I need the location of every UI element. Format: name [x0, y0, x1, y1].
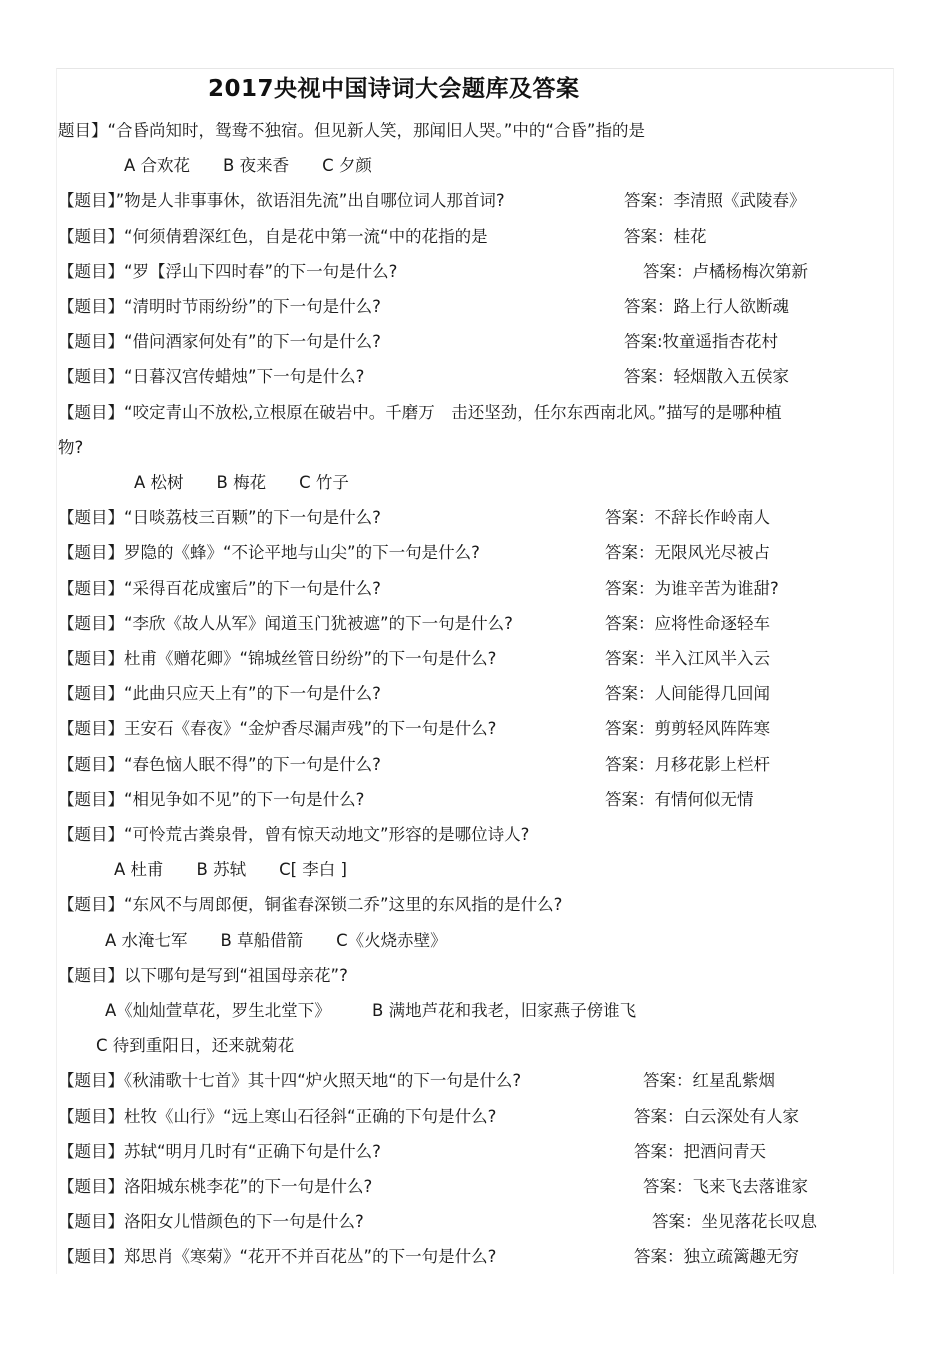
answer-text: 答案：飞来飞去落谁家: [643, 1177, 808, 1196]
answer-text: 答案：白云深处有人家: [634, 1107, 799, 1126]
answer-text: 答案：有情何似无情: [605, 790, 754, 809]
page-frame: [56, 68, 894, 1274]
question-line: 【题目】“李欣《故人从军》闻道玉门犹被遮”的下一句是什么?: [58, 614, 513, 633]
answer-text: 答案：半入江风半入云: [605, 649, 770, 668]
question-line: 【题目】“相见争如不见”的下一句是什么?: [58, 790, 365, 809]
question-line: 【题目】杜甫《赠花卿》“锦城丝管日纷纷”的下一句是什么?: [58, 649, 497, 668]
answer-options: A 松树 B 梅花 C 竹子: [134, 473, 349, 492]
answer-options: C 待到重阳日，还来就菊花: [96, 1036, 295, 1055]
answer-text: 答案：为谁辛苦为谁甜?: [605, 579, 779, 598]
answer-text: 答案：坐见落花长叹息: [652, 1212, 817, 1231]
question-line: 【题目】郑思肖《寒菊》“花开不并百花丛”的下一句是什么?: [58, 1247, 497, 1266]
question-line-continued: 物?: [58, 438, 84, 457]
question-line: 【题目】“采得百花成蜜后”的下一句是什么?: [58, 579, 381, 598]
question-line: 【题目】罗隐的《蜂》“不论平地与山尖”的下一句是什么?: [58, 543, 480, 562]
answer-options: A 合欢花 B 夜来香 C 夕颜: [124, 156, 372, 175]
question-line: 【题目】苏轼“明月几时有“正确下句是什么?: [58, 1142, 381, 1161]
question-line: 【题目】洛阳女儿惜颜色的下一句是什么?: [58, 1212, 364, 1231]
question-line: 【题目】“何须倩碧深红色，自是花中第一流“中的花指的是: [58, 227, 488, 246]
question-line: 【题目】《秋浦歌十七首》其十四“炉火照天地“的下一句是什么?: [58, 1071, 522, 1090]
question-line: 【题目】“借问酒家何处有”的下一句是什么?: [58, 332, 381, 351]
answer-text: 答案：独立疏篱趣无穷: [634, 1247, 799, 1266]
answer-text: 答案：月移花影上栏杆: [605, 755, 770, 774]
answer-text: 答案：应将性命逐轻车: [605, 614, 770, 633]
question-line: 【题目】”物是人非事事休，欲语泪先流”出自哪位词人那首词?: [58, 191, 505, 210]
question-line: 【题目】王安石《春夜》“金炉香尽漏声残”的下一句是什么?: [58, 719, 497, 738]
answer-text: 答案：路上行人欲断魂: [624, 297, 789, 316]
question-line: 【题目】以下哪句是写到“祖国母亲花”?: [58, 966, 348, 985]
question-line: 【题目】“可怜荒古粪泉骨，曾有惊天动地文”形容的是哪位诗人?: [58, 825, 530, 844]
answer-text: 答案：把酒问青天: [634, 1142, 766, 1161]
question-line: 【题目】“日暮汉宫传蜡烛”下一句是什么?: [58, 367, 365, 386]
answer-text: 答案：无限风光尽被占: [605, 543, 770, 562]
answer-text: 答案：李清照《武陵春》: [624, 191, 806, 210]
answer-text: 答案：不辞长作岭南人: [605, 508, 770, 527]
question-line: 【题目】“东风不与周郎便，铜雀春深锁二乔”这里的东风指的是什么?: [58, 895, 563, 914]
answer-options: A 水淹七军 B 草船借箭 C《火烧赤壁》: [105, 931, 447, 950]
answer-text: 答案：红星乱紫烟: [643, 1071, 775, 1090]
question-line: 【题目】“咬定青山不放松,立根原在破岩中。千磨万 击还坚劲，任尔东西南北风。”描写的是哪种植: [58, 403, 782, 422]
question-line: 【题目】杜牧《山行》“远上寒山石径斜“正确的下句是什么?: [58, 1107, 497, 1126]
answer-options: A《灿灿萱草花，罗生北堂下》 B 满地芦花和我老，旧家燕子傍谁飞: [105, 1001, 637, 1020]
answer-options: A 杜甫 B 苏轼 C[ 李白 ]: [114, 860, 347, 879]
question-line: 【题目】“清明时节雨纷纷”的下一句是什么?: [58, 297, 381, 316]
answer-text: 答案：剪剪轻风阵阵寒: [605, 719, 770, 738]
question-line: 【题目】“春色恼人眠不得”的下一句是什么?: [58, 755, 381, 774]
document-title: 2017央视中国诗词大会题库及答案: [208, 76, 580, 102]
answer-text: 答案：轻烟散入五侯家: [624, 367, 789, 386]
answer-text: 答案:牧童遥指杏花村: [624, 332, 779, 351]
question-line: 【题目】“此曲只应天上有”的下一句是什么?: [58, 684, 381, 703]
question-line: 【题目】“罗【浮山下四时春”的下一句是什么?: [58, 262, 398, 281]
question-line: 【题目】“日啖荔枝三百颗”的下一句是什么?: [58, 508, 381, 527]
question-line: 题目】“合昏尚知时，鸳鸯不独宿。但见新人笑，那闻旧人哭。”中的“合昏”指的是: [58, 121, 645, 140]
answer-text: 答案：卢橘杨梅次第新: [643, 262, 808, 281]
answer-text: 答案：人间能得几回闻: [605, 684, 770, 703]
answer-text: 答案：桂花: [624, 227, 707, 246]
question-line: 【题目】洛阳城东桃李花”的下一句是什么?: [58, 1177, 373, 1196]
